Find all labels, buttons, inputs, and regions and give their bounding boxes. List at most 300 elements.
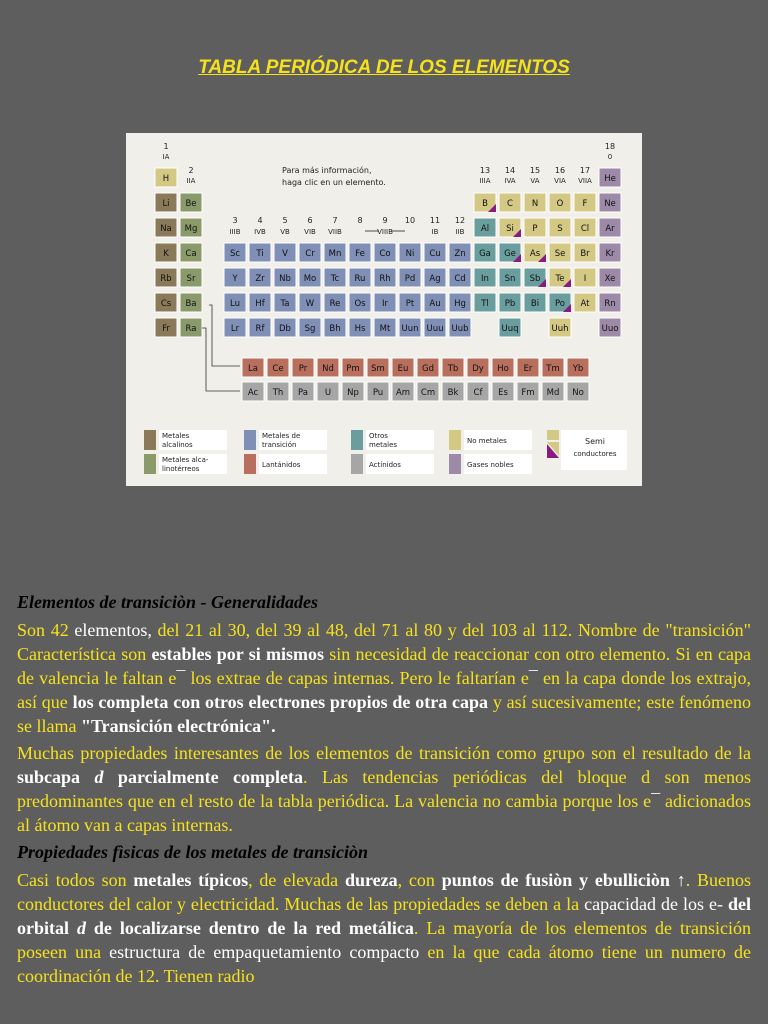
element-cell-ir[interactable] [374,293,396,312]
element-cell-ne[interactable] [599,193,621,212]
element-cell-fr[interactable] [155,318,177,337]
element-symbol: Mt [379,324,391,334]
element-symbol: Bh [329,324,341,334]
group-roman: VB [280,228,290,236]
element-cell-f[interactable] [574,193,596,212]
element-cell-w[interactable] [299,293,321,312]
element-symbol: F [582,199,588,209]
element-symbol: Fe [355,249,365,259]
group-roman: IVB [254,228,266,236]
element-symbol: At [580,299,590,309]
element-symbol: La [248,364,258,374]
element-symbol: I [583,274,587,284]
text-run: metales típicos [133,870,249,890]
element-symbol: He [604,174,616,184]
element-symbol: Ho [497,364,509,374]
group-number: 10 [404,216,416,225]
group-number: 11 [429,216,441,225]
element-cell-cd[interactable] [449,268,471,287]
group-number: 13 [479,166,491,175]
legend-label: Metales alca- [162,456,209,464]
element-cell-cm[interactable] [417,382,439,401]
group-number: 15 [529,166,541,175]
element-cell-os[interactable] [349,293,371,312]
element-cell-o[interactable] [549,193,571,212]
text-run: , con [397,870,442,890]
text-run: Muchas propiedades interesantes de los elementos de transición como grupo son el resultado de la [17,743,751,763]
element-cell-mt[interactable] [374,318,396,337]
element-symbol: Ta [280,299,290,309]
element-symbol: U [324,388,332,398]
element-symbol: Au [429,299,441,309]
element-cell-fm[interactable] [517,382,539,401]
element-symbol: C [507,199,513,209]
text-run: . La mayoría de los elementos de transición poseen una [17,918,751,962]
element-symbol: P [532,224,538,234]
element-symbol: Fm [521,388,535,398]
element-cell-lr[interactable] [224,318,246,337]
text-run: , de elevada [248,870,345,890]
element-symbol: Br [580,249,590,259]
element-symbol: W [305,299,315,309]
element-symbol: Hf [255,299,265,309]
group-roman: IIIA [479,177,491,185]
group-roman: VIB [304,228,316,236]
group-number: 17 [579,166,591,175]
element-cell-ba[interactable] [180,293,202,312]
element-cell-nb[interactable] [274,268,296,287]
element-cell-sb[interactable] [524,268,546,287]
element-cell-db[interactable] [274,318,296,337]
element-cell-in[interactable] [474,268,496,287]
element-cell-p[interactable] [524,218,546,237]
group-number: 3 [232,216,238,225]
element-cell-ni[interactable] [399,243,421,262]
element-cell-uuq[interactable] [499,318,521,337]
text-run: ↑ [669,870,686,890]
element-cell-ga[interactable] [474,243,496,262]
element-symbol: O [556,199,564,209]
element-symbol: N [531,199,539,209]
element-cell-er[interactable] [517,358,539,377]
element-cell-rh[interactable] [374,268,396,287]
element-cell-se[interactable] [549,243,571,262]
group-number: 5 [282,216,288,225]
element-symbol: Ag [429,274,441,284]
element-symbol: Ac [247,388,259,398]
text-run: Son 42 [17,620,75,640]
element-cell-hs[interactable] [349,318,371,337]
group-headers [163,142,616,236]
element-symbol: Re [329,299,341,309]
element-cell-sc[interactable] [224,243,246,262]
info-text-line2: haga clic en un elemento. [282,178,386,187]
legend-label: Gases nobles [467,461,514,469]
element-cell-tc[interactable] [324,268,346,287]
table-legend [144,430,627,474]
element-cell-ag[interactable] [424,268,446,287]
element-symbol: Uuu [426,324,444,334]
element-cell-te[interactable] [549,268,571,287]
element-cell-u[interactable] [317,382,339,401]
element-symbol: Ti [256,249,264,259]
legend-item [144,454,227,474]
element-symbol: Nb [279,274,291,284]
element-cell-uuo[interactable] [599,318,621,337]
element-cell-pt[interactable] [399,293,421,312]
element-cell-k[interactable] [155,243,177,262]
element-cell-cs[interactable] [155,293,177,312]
element-cell-pm[interactable] [342,358,364,377]
element-cell-uuu[interactable] [424,318,446,337]
element-symbol: Ga [479,249,491,259]
element-symbol: S [557,224,563,234]
element-cell-mg[interactable] [180,218,202,237]
element-cell-i[interactable] [574,268,596,287]
element-cell-si[interactable] [499,218,521,237]
element-symbol: Pm [346,364,360,374]
group-number: 2 [188,166,194,175]
element-cell-sg[interactable] [299,318,321,337]
element-cell-li[interactable] [155,193,177,212]
element-symbol: Cr [305,249,315,259]
article-body [17,590,751,991]
element-cell-rn[interactable] [599,293,621,312]
legend-label: metales [369,441,398,449]
text-run: estructura de empaquetamiento compacto [109,942,420,962]
legend-label: alcalinos [162,441,193,449]
group-roman: 0 [607,153,613,161]
element-symbol: Lr [230,324,240,334]
element-cell-hg[interactable] [449,293,471,312]
element-cell-b[interactable] [474,193,496,212]
legend-item [244,454,327,474]
legend-item [547,430,627,470]
element-cell-sm[interactable] [367,358,389,377]
text-run: ¯ [651,791,661,811]
group-number: 16 [554,166,566,175]
element-cell-pa[interactable] [292,382,314,401]
element-cell-md[interactable] [542,382,564,401]
element-cell-as[interactable] [524,243,546,262]
element-cell-rb[interactable] [155,268,177,287]
element-symbol: Np [347,388,359,398]
element-cell-uun[interactable] [399,318,421,337]
paragraph-propiedades-1 [17,868,751,988]
group-roman: IIIB [229,228,241,236]
text-run: - [716,894,723,914]
text-run: "Transición electrónica". [80,716,276,736]
group-number: 12 [454,216,466,225]
element-cell-al[interactable] [474,218,496,237]
text-run: Casi todos son [17,870,134,890]
element-symbol: Sn [504,274,516,284]
element-cell-pu[interactable] [367,382,389,401]
element-symbol: Dy [472,364,484,374]
element-cell-tm[interactable] [542,358,564,377]
element-cell-fe[interactable] [349,243,371,262]
group-roman: IIA [186,177,196,185]
element-cell-ti[interactable] [249,243,271,262]
element-symbol: Mo [303,274,317,284]
legend-label: Otros [369,432,388,440]
element-cell-br[interactable] [574,243,596,262]
element-symbol: Cs [160,299,172,309]
element-cell-lu[interactable] [224,293,246,312]
element-symbol: Hs [354,324,366,334]
element-cell-eu[interactable] [392,358,414,377]
element-symbol: Al [480,224,490,234]
group-number: 18 [604,142,616,151]
element-symbol: B [482,199,488,209]
element-symbol: Ar [605,224,615,234]
element-symbol: Pr [298,364,308,374]
element-symbol: Pa [298,388,308,398]
element-cell-pd[interactable] [399,268,421,287]
element-symbol: Ne [604,199,616,209]
element-cell-am[interactable] [392,382,414,401]
group-roman: VIIIB [377,228,393,236]
element-symbol: Se [554,249,566,259]
element-cell-mo[interactable] [299,268,321,287]
element-cell-ca[interactable] [180,243,202,262]
element-symbol: Uub [451,324,469,334]
element-symbol: Tb [447,364,459,374]
element-cell-ce[interactable] [267,358,289,377]
section-heading-generalidades: Elementos de transiciòn - Generalidades [17,592,318,612]
element-symbol: Os [354,299,366,309]
page-title: TABLA PERIÓDICA DE LOS ELEMENTOS [198,57,570,78]
group-roman: IB [431,228,439,236]
text-run: los extrae de capas internas. Pero le faltarían e [185,668,529,688]
element-cell-c[interactable] [499,193,521,212]
element-symbol: In [481,274,489,284]
element-symbol: Db [279,324,291,334]
element-cell-hf[interactable] [249,293,271,312]
element-symbol: Am [395,388,411,398]
element-symbol: Ba [185,299,197,309]
legend-item [351,454,434,474]
element-cell-es[interactable] [492,382,514,401]
periodic-table-graphic [126,133,642,486]
element-symbol: Na [160,224,172,234]
element-symbol: Uuo [601,324,619,334]
element-symbol: Zn [454,249,466,259]
text-run: puntos de fusiòn y ebulliciòn [441,870,670,890]
group-number: 8 [357,216,363,225]
element-cell-cu[interactable] [424,243,446,262]
element-symbol: Pu [372,388,384,398]
text-run: estables por si mismos [151,644,324,664]
element-symbol: Te [555,274,565,284]
element-symbol: Si [506,224,514,234]
element-symbol: V [282,249,288,259]
element-cell-at[interactable] [574,293,596,312]
element-symbol: Co [379,249,391,259]
text-run: y así sucesivamente; [488,692,647,712]
element-cell-la[interactable] [242,358,264,377]
legend-label: conductores [573,450,617,458]
element-symbol: Ge [504,249,516,259]
element-symbol: Hg [454,299,466,309]
element-symbol: Yb [572,364,584,374]
legend-item [144,430,227,450]
group-number: 4 [257,216,263,225]
legend-label: Metales [162,432,190,440]
element-symbol: Sb [529,274,541,284]
element-symbol: Rb [160,274,172,284]
element-symbol: Bi [530,299,540,309]
group-roman: VIA [554,177,566,185]
element-symbol: Tm [546,364,560,374]
element-symbol: Lu [230,299,240,309]
element-cell-cr[interactable] [299,243,321,262]
element-cell-re[interactable] [324,293,346,312]
periodic-table-image[interactable] [126,133,642,486]
element-symbol: Uuh [551,324,569,334]
element-symbol: Md [546,388,560,398]
element-symbol: Mg [184,224,198,234]
element-symbol: Xe [604,274,616,284]
element-symbol: Cd [454,274,466,284]
element-symbol: Pd [404,274,416,284]
paragraph-generalidades-1 [17,618,751,738]
element-cell-na[interactable] [155,218,177,237]
element-cell-mn[interactable] [324,243,346,262]
text-run: en la capa donde los extrajo, así que [17,668,752,712]
text-run: de localizarse dentro de la red metálica [85,918,414,938]
text-run: adicionados al átomo van a capas internas. [17,791,751,835]
element-cell-h[interactable] [155,168,177,187]
element-symbol: Li [162,199,170,209]
element-symbol: Gd [422,364,434,374]
element-cell-be[interactable] [180,193,202,212]
element-cell-pr[interactable] [292,358,314,377]
element-cell-ra[interactable] [180,318,202,337]
element-cell-sr[interactable] [180,268,202,287]
element-symbol: K [163,249,169,259]
element-cell-uub[interactable] [449,318,471,337]
text-run: ¯ [176,668,186,688]
element-cell-sn[interactable] [499,268,521,287]
group-number: 1 [163,142,169,151]
section-heading-propiedades: Propiedades fìsicas de los metales de transiciòn [17,842,368,862]
element-cell-yb[interactable] [567,358,589,377]
group-roman: VIIA [578,177,592,185]
element-cell-v[interactable] [274,243,296,262]
element-symbol: Ru [354,274,366,284]
element-symbol: Tl [481,299,489,309]
element-cell-bh[interactable] [324,318,346,337]
element-cell-bk[interactable] [442,382,464,401]
element-cell-tl[interactable] [474,293,496,312]
element-cell-cf[interactable] [467,382,489,401]
element-symbol: Sr [186,274,196,284]
text-run: del orbital [17,894,751,938]
element-symbol: Uuq [501,324,519,334]
group-number: 9 [382,216,388,225]
element-cell-gd[interactable] [417,358,439,377]
element-cell-pb[interactable] [499,293,521,312]
element-symbol: Ir [381,299,389,309]
element-symbol: Es [498,388,508,398]
element-cell-cl[interactable] [574,218,596,237]
element-symbol: Tc [330,274,340,284]
element-symbol: Uun [401,324,419,334]
element-symbol: Ca [185,249,197,259]
element-cell-au[interactable] [424,293,446,312]
element-cell-uuh[interactable] [549,318,571,337]
element-cell-dy[interactable] [467,358,489,377]
element-cell-y[interactable] [224,268,246,287]
text-run: en la que cada átomo tiene un numero de coordinación de 12. Tienen radio [17,942,751,986]
element-symbol: Rf [255,324,265,334]
text-run: d [76,918,86,938]
text-run: . Las tendencias periódicas del bloque d son menos predominantes que en el resto de la tabla periódica. La valencia no cambia porque los e [17,767,752,811]
element-cell-nd[interactable] [317,358,339,377]
element-cell-ar[interactable] [599,218,621,237]
element-symbol: Sg [304,324,316,334]
element-cell-kr[interactable] [599,243,621,262]
text-run: del 21 al 30, del 39 al 48, del 71 al 80 y del 103 al 112. Nombre de "transición" Característica son [17,620,751,664]
element-symbol: Er [523,364,533,374]
legend-item [449,454,532,474]
element-cell-zr[interactable] [249,268,271,287]
element-symbol: No [572,388,584,398]
info-text-line1: Para más información, [282,166,372,175]
group-number: 14 [504,166,516,175]
legend-item [351,430,434,450]
element-symbol: Sm [371,364,385,374]
element-cell-ta[interactable] [274,293,296,312]
element-cell-bi[interactable] [524,293,546,312]
element-symbol: Kr [605,249,615,259]
element-cell-ac[interactable] [242,382,264,401]
group-roman: VIIB [328,228,342,236]
legend-label: Lantánidos [262,461,301,469]
element-symbol: Mn [328,249,342,259]
group-roman: IIB [455,228,465,236]
legend-label: linotérreos [162,465,200,473]
element-cell-ru[interactable] [349,268,371,287]
element-symbol: H [162,174,170,184]
element-cell-zn[interactable] [449,243,471,262]
element-cell-he[interactable] [599,168,621,187]
element-cell-th[interactable] [267,382,289,401]
text-run: d [94,767,104,787]
legend-label: Actínidos [369,461,401,469]
element-cell-np[interactable] [342,382,364,401]
legend-label: transición [262,441,297,449]
element-symbol: Bk [447,388,459,398]
element-cell-n[interactable] [524,193,546,212]
element-cell-co[interactable] [374,243,396,262]
legend-item [449,430,532,450]
element-cell-rf[interactable] [249,318,271,337]
element-cell-tb[interactable] [442,358,464,377]
text-run: sin necesidad de reaccionar con otro elemento. Si en capa de valencia le faltan e [17,644,751,688]
element-symbol: Eu [397,364,409,374]
element-cell-no[interactable] [567,382,589,401]
group-roman: IVA [504,177,516,185]
element-cell-ge[interactable] [499,243,521,262]
element-cell-xe[interactable] [599,268,621,287]
element-cell-ho[interactable] [492,358,514,377]
element-cell-s[interactable] [549,218,571,237]
element-cell-po[interactable] [549,293,571,312]
element-symbol: Pb [504,299,516,309]
element-symbol: Be [185,199,197,209]
